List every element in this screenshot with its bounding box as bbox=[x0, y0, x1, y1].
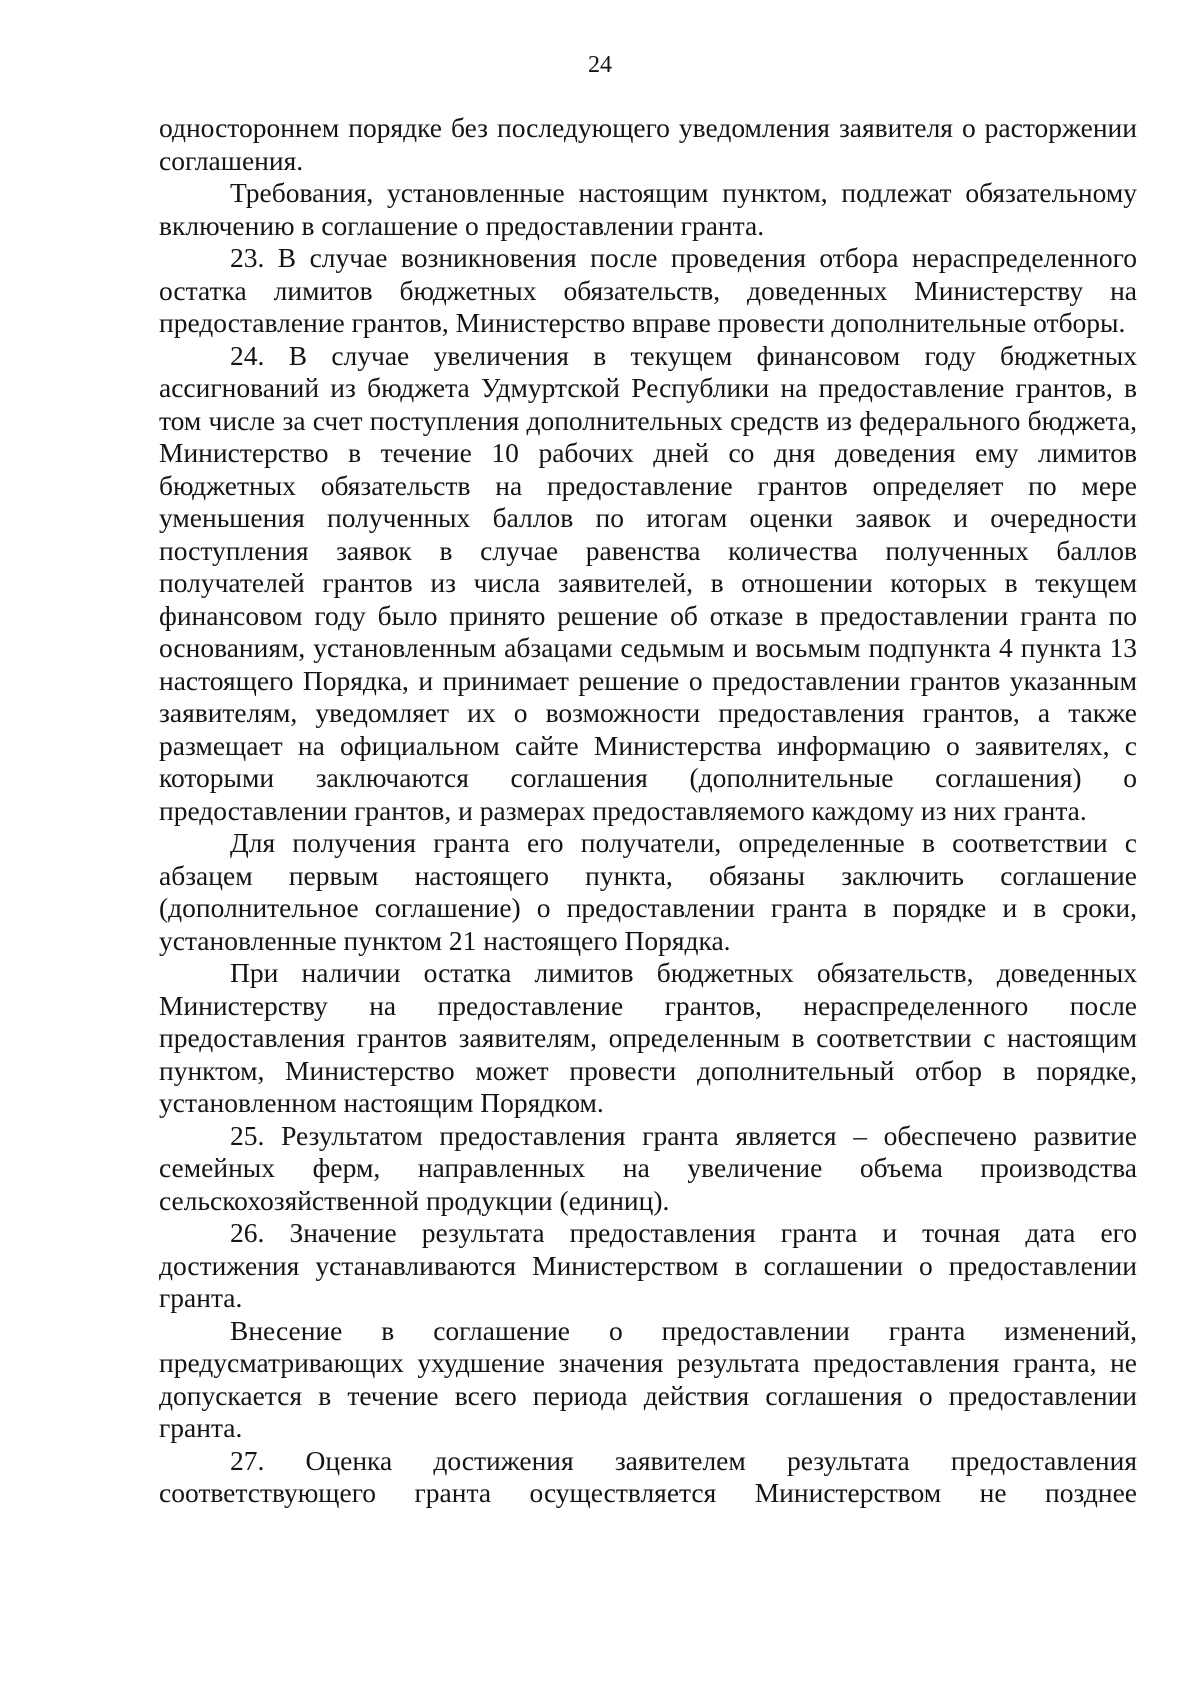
paragraph-clause-23: 23. В случае возникновения после проведения отбора нераспределенного остатка лимитов бюджетных обязательств, доведенных Министерству на предоставление грантов, Министерство вправе провести дополнительные отборы. bbox=[159, 242, 1137, 338]
paragraph-clause-26: 26. Значение результата предоставления гранта и точная дата его достижения устанавливаются Министерством в соглашении о предоставлении гранта. bbox=[159, 1217, 1137, 1313]
paragraph-clause-27: 27. Оценка достижения заявителем результата предоставления соответствующего гранта осуществляется Министерством не позднее bbox=[159, 1444, 1137, 1508]
paragraph-requirements: Требования, установленные настоящим пунктом, подлежат обязательному включению в соглашение о предоставлении гранта. bbox=[159, 177, 1137, 241]
paragraph-amendments: Внесение в соглашение о предоставлении гранта изменений, предусматривающих ухудшение значения результата предоставления гранта, не допускается в течение всего периода действия соглашения о предоставлении гранта. bbox=[159, 1314, 1137, 1443]
paragraph-continuation: одностороннем порядке без последующего уведомления заявителя о расторжении соглашения. bbox=[159, 112, 1137, 176]
paragraph-clause-25: 25. Результатом предоставления гранта является – обеспечено развитие семейных ферм, направленных на увеличение объема производства сельскохозяйственной продукции (единиц). bbox=[159, 1119, 1137, 1216]
paragraph-grant-recipients: Для получения гранта его получатели, определенные в соответствии с абзацем первым настоящего пункта, обязаны заключить соглашение (дополнительное соглашение) о предоставлении гранта в порядке и в сроки, установленные пунктом 21 настоящего Порядка. bbox=[159, 827, 1137, 956]
page-number: 24 bbox=[588, 52, 612, 78]
paragraph-clause-24: 24. В случае увеличения в текущем финансовом году бюджетных ассигнований из бюджета Удмуртской Республики на предоставление грантов, в том числе за счет поступления дополнительных средств из федерального бюджета, Министерство в течение 10 рабочих дней со дня доведения ему лимитов бюджетных обязательств на предоставление грантов определяет по мере уменьшения полученных баллов по итогам оценки заявок и очередности поступления заявок в случае равенства количества полученных баллов получателей грантов из числа заявителей, в отношении которых в текущем финансовом году было принято решение об отказе в предоставлении гранта по основаниям, установленным абзацами седьмым и восьмым подпункта 4 пункта 13 настоящего Порядка, и принимает решение о предоставлении грантов указанным заявителям, уведомляет их о возможности предоставления грантов, а также размещает на официальном сайте Министерства информацию о заявителях, с которыми заключаются соглашения (дополнительные соглашения) о предоставлении грантов, и размерах предоставляемого каждому из них гранта. bbox=[159, 339, 1137, 826]
document-body bbox=[159, 112, 1137, 1510]
paragraph-remaining-limits: При наличии остатка лимитов бюджетных обязательств, доведенных Министерству на предоставление грантов, нераспределенного после предоставления грантов заявителям, определенным в соответствии с настоящим пунктом, Министерство может провести дополнительный отбор в порядке, установленном настоящим Порядком. bbox=[159, 957, 1137, 1118]
